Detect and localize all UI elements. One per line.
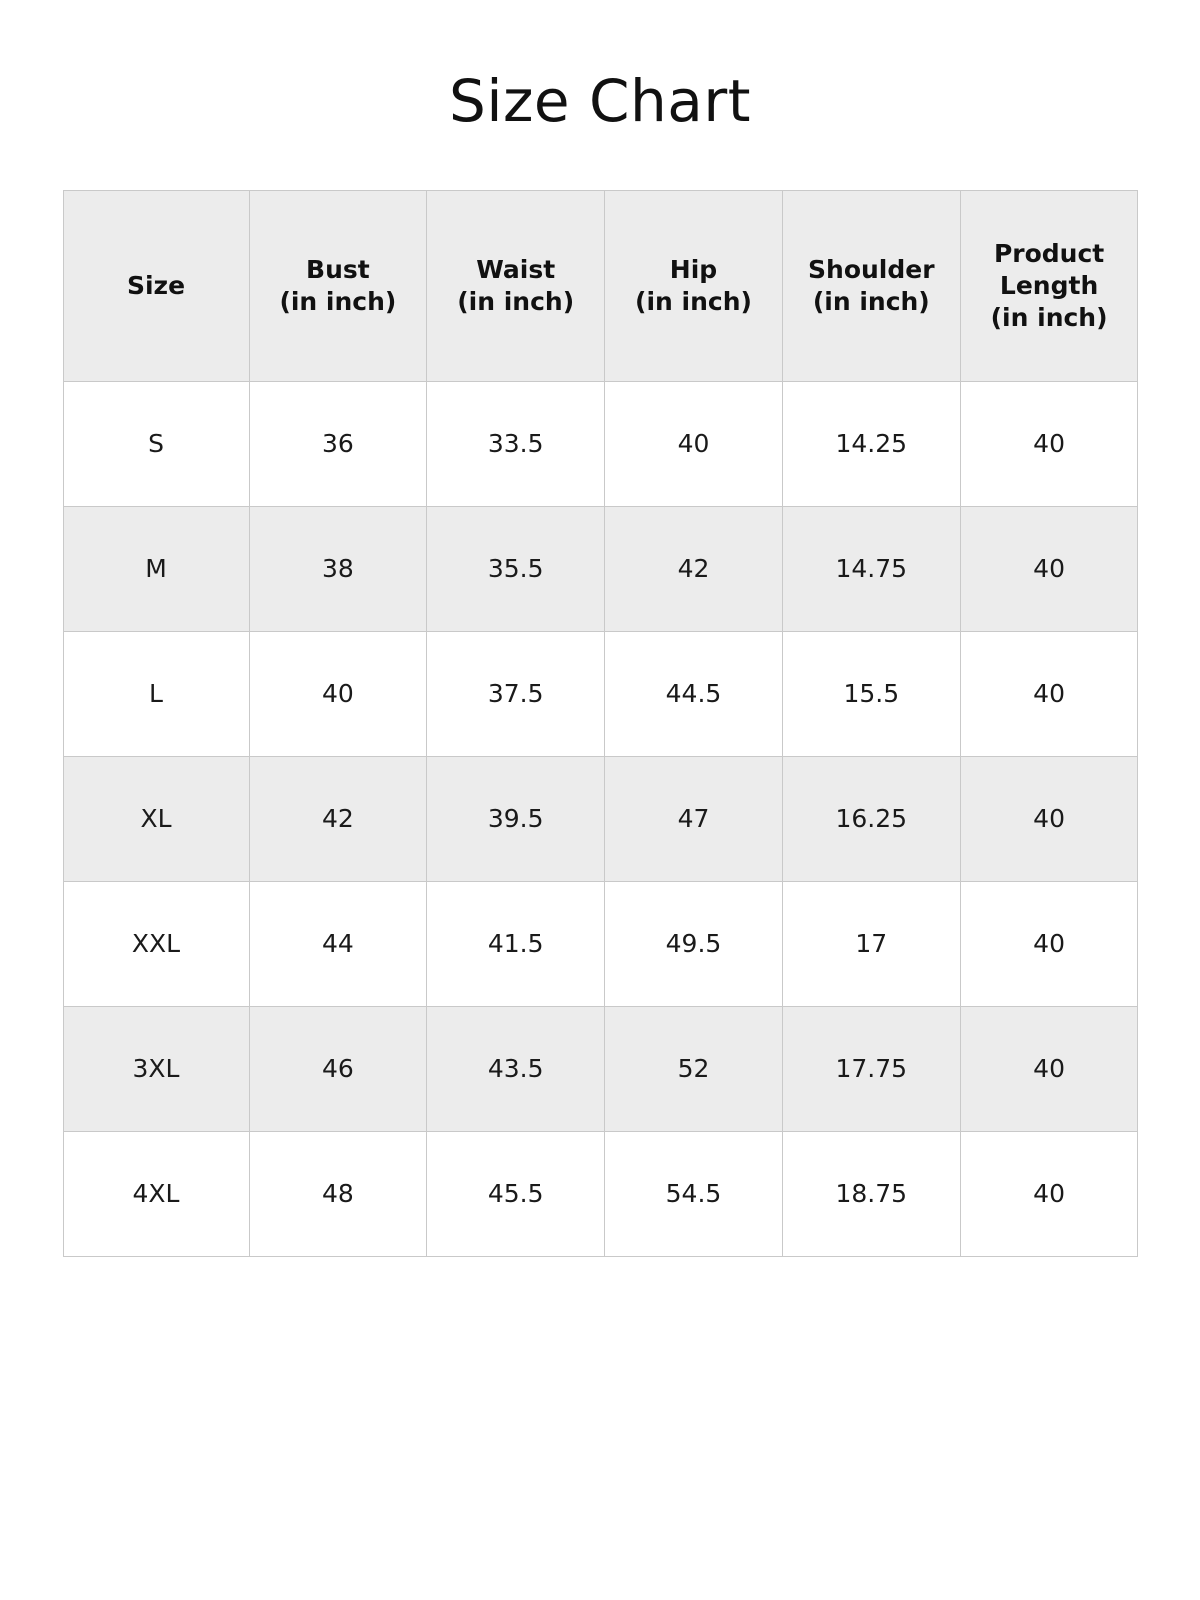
- cell-bust: 44: [249, 881, 427, 1006]
- table-row: [63, 881, 1138, 1006]
- table-row: [63, 1006, 1138, 1131]
- column-header-bust-label: Bust: [306, 254, 370, 284]
- column-header-product-length-unit: (in inch): [990, 302, 1108, 332]
- cell-bust: 46: [249, 1006, 427, 1131]
- cell-product-length: 40: [960, 1131, 1138, 1256]
- cell-shoulder: 15.5: [782, 631, 960, 756]
- cell-product-length: 40: [960, 381, 1138, 506]
- column-header-hip-label: Hip: [669, 254, 718, 284]
- column-header-bust-unit: (in inch): [279, 286, 397, 316]
- page-title: Size Chart: [449, 67, 751, 135]
- column-header-shoulder-label: Shoulder: [808, 254, 935, 284]
- column-header-size-label: Size: [126, 270, 186, 300]
- table-row: [63, 506, 1138, 631]
- cell-size: M: [63, 506, 249, 631]
- cell-waist: 41.5: [427, 881, 605, 1006]
- cell-waist: 35.5: [427, 506, 605, 631]
- cell-product-length: 40: [960, 631, 1138, 756]
- cell-shoulder: 14.25: [782, 381, 960, 506]
- column-header-product-length-label2: Length: [999, 270, 1099, 300]
- cell-bust: 42: [249, 756, 427, 881]
- cell-product-length: 40: [960, 1006, 1138, 1131]
- column-header-shoulder-unit: (in inch): [812, 286, 930, 316]
- cell-product-length: 40: [960, 756, 1138, 881]
- cell-waist: 39.5: [427, 756, 605, 881]
- cell-hip: 52: [605, 1006, 783, 1131]
- cell-hip: 44.5: [605, 631, 783, 756]
- size-chart-table-wrapper: [63, 190, 1138, 1257]
- table-row: [63, 381, 1138, 506]
- cell-size: 4XL: [63, 1131, 249, 1256]
- cell-hip: 54.5: [605, 1131, 783, 1256]
- column-header-waist: [427, 190, 605, 381]
- cell-product-length: 40: [960, 881, 1138, 1006]
- cell-bust: 36: [249, 381, 427, 506]
- table-row: [63, 756, 1138, 881]
- cell-shoulder: 17.75: [782, 1006, 960, 1131]
- cell-product-length: 40: [960, 506, 1138, 631]
- table-row: [63, 1131, 1138, 1256]
- cell-size: S: [63, 381, 249, 506]
- table-header: [63, 190, 1138, 381]
- table-header-row: [63, 190, 1138, 381]
- column-header-product-length-label1: Product: [993, 238, 1105, 268]
- column-header-waist-label: Waist: [476, 254, 556, 284]
- cell-hip: 49.5: [605, 881, 783, 1006]
- table-row: [63, 631, 1138, 756]
- size-chart-table: [63, 190, 1139, 1257]
- column-header-shoulder: [782, 190, 960, 381]
- column-header-product-length: [960, 190, 1138, 381]
- cell-waist: 45.5: [427, 1131, 605, 1256]
- cell-size: L: [63, 631, 249, 756]
- cell-shoulder: 18.75: [782, 1131, 960, 1256]
- cell-size: XL: [63, 756, 249, 881]
- column-header-hip-unit: (in inch): [635, 286, 752, 316]
- cell-waist: 33.5: [427, 381, 605, 506]
- cell-shoulder: 16.25: [782, 756, 960, 881]
- cell-hip: 40: [605, 381, 783, 506]
- column-header-waist-unit: (in inch): [457, 286, 575, 316]
- column-header-size: [63, 190, 249, 381]
- cell-hip: 42: [605, 506, 783, 631]
- column-header-hip: [605, 190, 783, 381]
- cell-shoulder: 17: [782, 881, 960, 1006]
- cell-shoulder: 14.75: [782, 506, 960, 631]
- cell-waist: 37.5: [427, 631, 605, 756]
- cell-size: 3XL: [63, 1006, 249, 1131]
- cell-size: XXL: [63, 881, 249, 1006]
- table-body: [63, 381, 1138, 1256]
- cell-waist: 43.5: [427, 1006, 605, 1131]
- cell-hip: 47: [605, 756, 783, 881]
- cell-bust: 40: [249, 631, 427, 756]
- cell-bust: 48: [249, 1131, 427, 1256]
- column-header-bust: [249, 190, 427, 381]
- cell-bust: 38: [249, 506, 427, 631]
